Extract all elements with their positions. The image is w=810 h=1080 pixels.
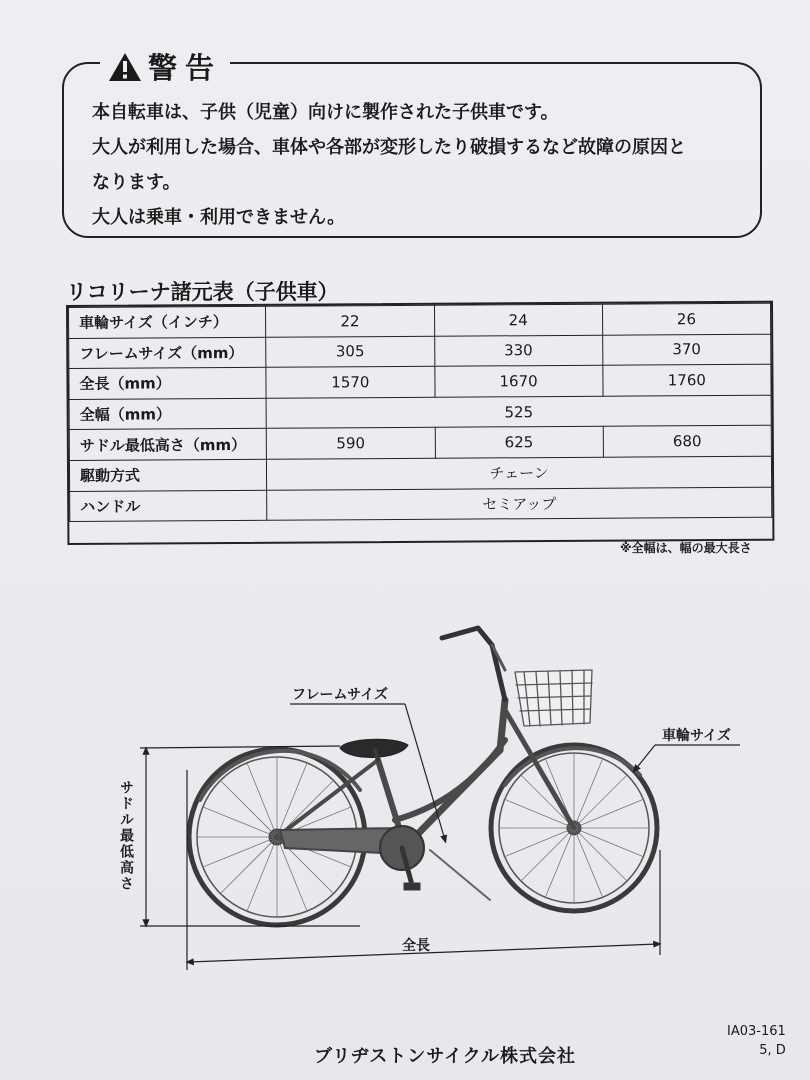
spec-row — [69, 395, 771, 430]
saddle-height-label: サドル最低高さ — [118, 780, 134, 892]
spec-cell: 370 — [602, 334, 770, 366]
spec-row-label: 全長（mm） — [69, 367, 266, 399]
spec-row — [69, 456, 771, 491]
spec-cell: 590 — [267, 428, 435, 460]
spec-note: ※全幅は、幅の最大長さ — [620, 541, 752, 555]
wheel-size-label: 車輪サイズ — [662, 728, 731, 744]
spec-row — [69, 303, 771, 338]
spec-cell: 330 — [434, 335, 602, 367]
spec-row-label: ハンドル — [70, 490, 267, 522]
spec-row — [69, 334, 771, 369]
warning-line: なります。 — [92, 172, 181, 193]
warning-title — [100, 46, 230, 87]
spec-row-label: フレームサイズ（mm） — [69, 337, 266, 369]
total-length-label: 全長 — [402, 938, 430, 954]
document-code-line: IA03-161 — [727, 1024, 786, 1039]
spec-row-label: サドル最低高さ（mm） — [69, 429, 266, 461]
spec-cell: 24 — [434, 304, 602, 336]
document-code — [727, 1022, 786, 1060]
bicycle-illustration — [189, 628, 657, 925]
spec-row-label: 駆動方式 — [69, 459, 266, 491]
spec-row-label: 全幅（mm） — [69, 398, 266, 430]
spec-cell: 525 — [266, 395, 771, 429]
spec-cell: 1570 — [266, 366, 434, 398]
spec-table — [68, 303, 772, 522]
warning-line: 大人が利用した場合、車体や各部が変形したり破損するなど故障の原因と — [92, 137, 686, 158]
company-name: ブリヂストンサイクル株式会社 — [314, 1046, 577, 1067]
frame-size-label: フレームサイズ — [292, 687, 389, 703]
spec-cell: 625 — [435, 427, 603, 459]
warning-text — [92, 95, 752, 235]
spec-table-title: リコリーナ諸元表（子供車） — [66, 280, 339, 304]
warning-line: 本自転車は、子供（児童）向けに製作された子供車です。 — [92, 102, 559, 123]
warning-triangle-icon — [108, 52, 142, 82]
document-code-line: 5, D — [759, 1043, 786, 1058]
spec-cell: 305 — [266, 336, 434, 368]
spec-cell: セミアップ — [267, 487, 772, 521]
spec-cell: 1670 — [434, 365, 602, 397]
warning-title-text: 警告 — [148, 51, 223, 85]
spec-cell: チェーン — [267, 456, 772, 490]
spec-row — [69, 426, 771, 461]
spec-cell: 1760 — [603, 364, 771, 396]
spec-cell: 26 — [602, 303, 770, 335]
spec-row-label: 車輪サイズ（インチ） — [69, 306, 266, 338]
spec-row — [70, 487, 772, 522]
spec-row — [69, 364, 771, 399]
warning-line: 大人は乗車・利用できません。 — [92, 207, 346, 228]
spec-cell: 680 — [603, 426, 771, 458]
spec-cell: 22 — [266, 305, 434, 337]
